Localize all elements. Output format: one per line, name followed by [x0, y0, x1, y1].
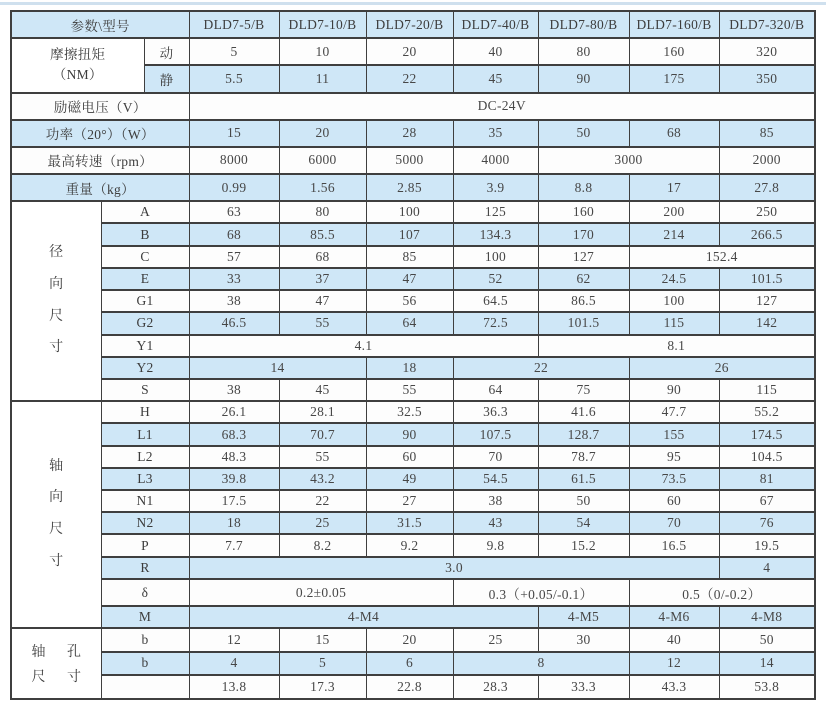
value-cell: 39.8 — [189, 468, 279, 490]
value-cell: 27 — [366, 490, 453, 512]
row-label: R — [101, 557, 189, 579]
table-row — [11, 579, 815, 606]
value-cell: 160 — [629, 38, 719, 65]
value-cell: 8.2 — [279, 534, 366, 556]
value-cell: 20 — [366, 38, 453, 65]
table-row — [11, 147, 815, 174]
value-cell: 4 — [189, 652, 279, 675]
value-cell: 54 — [538, 512, 629, 534]
value-cell: 125 — [453, 201, 538, 223]
value-cell: 1.56 — [279, 174, 366, 201]
value-cell: 19.5 — [719, 534, 815, 556]
shaft-hole-dimensions-label: 轴 孔 尺 寸 — [11, 628, 101, 699]
value-cell: 142 — [719, 312, 815, 334]
value-cell: 48.3 — [189, 446, 279, 468]
value-cell: 4-M5 — [538, 606, 629, 628]
table-row — [11, 93, 815, 120]
model-header: DLD7-20/B — [366, 11, 453, 38]
value-cell: 86.5 — [538, 290, 629, 312]
value-cell: 13.8 — [189, 675, 279, 699]
value-cell: 70.7 — [279, 423, 366, 445]
value-cell: 0.99 — [189, 174, 279, 201]
max-speed-label: 最高转速（rpm） — [11, 147, 189, 174]
value-cell: 5 — [189, 38, 279, 65]
value-cell: 2000 — [719, 147, 815, 174]
model-header: DLD7-80/B — [538, 11, 629, 38]
value-cell: 4 — [719, 557, 815, 579]
value-cell: 38 — [189, 379, 279, 401]
power-label: 功率（20°）（W） — [11, 120, 189, 147]
value-cell: 3.0 — [189, 557, 719, 579]
value-cell: 155 — [629, 423, 719, 445]
model-header: DLD7-40/B — [453, 11, 538, 38]
row-label: C — [101, 246, 189, 268]
table-row — [11, 534, 815, 556]
value-cell: 32.5 — [366, 401, 453, 423]
table-row — [11, 223, 815, 245]
value-cell: 175 — [629, 65, 719, 92]
model-header: DLD7-10/B — [279, 11, 366, 38]
value-cell: 45 — [279, 379, 366, 401]
value-cell: 55 — [279, 446, 366, 468]
value-cell: 68 — [629, 120, 719, 147]
value-cell: 50 — [538, 490, 629, 512]
radial-dimensions-label: 径 向 尺 寸 — [11, 201, 101, 401]
value-cell: 40 — [629, 628, 719, 651]
value-cell: 6000 — [279, 147, 366, 174]
value-cell: 41.6 — [538, 401, 629, 423]
value-cell: 15 — [189, 120, 279, 147]
value-cell: 134.3 — [453, 223, 538, 245]
value-cell: 20 — [279, 120, 366, 147]
table-row — [11, 557, 815, 579]
value-cell: 4000 — [453, 147, 538, 174]
value-cell: 104.5 — [719, 446, 815, 468]
value-cell: 67 — [719, 490, 815, 512]
table-row — [11, 606, 815, 628]
value-cell: 7.7 — [189, 534, 279, 556]
value-cell: 57 — [189, 246, 279, 268]
value-cell: 17 — [629, 174, 719, 201]
row-label: N2 — [101, 512, 189, 534]
value-cell: 5 — [279, 652, 366, 675]
value-cell: 43.2 — [279, 468, 366, 490]
model-header: DLD7-320/B — [719, 11, 815, 38]
value-cell: 16.5 — [629, 534, 719, 556]
table-row — [11, 312, 815, 334]
table-row — [11, 512, 815, 534]
value-cell: 174.5 — [719, 423, 815, 445]
value-cell: 4-M4 — [189, 606, 538, 628]
value-cell: 43.3 — [629, 675, 719, 699]
value-cell: 100 — [366, 201, 453, 223]
value-cell: 55.2 — [719, 401, 815, 423]
value-cell: 56 — [366, 290, 453, 312]
value-cell: 68 — [279, 246, 366, 268]
row-label: N1 — [101, 490, 189, 512]
row-label: L2 — [101, 446, 189, 468]
friction-torque-label: 摩擦扭矩 （NM） — [11, 38, 144, 92]
value-cell: 35 — [453, 120, 538, 147]
value-cell: 10 — [279, 38, 366, 65]
value-cell: 2.85 — [366, 174, 453, 201]
table-row — [11, 268, 815, 290]
value-cell: 200 — [629, 201, 719, 223]
table-row — [11, 379, 815, 401]
table-row — [11, 201, 815, 223]
value-cell: 4-M6 — [629, 606, 719, 628]
value-cell: 128.7 — [538, 423, 629, 445]
value-cell: 61.5 — [538, 468, 629, 490]
value-cell: 85 — [719, 120, 815, 147]
value-cell: 0.2±0.05 — [189, 579, 453, 606]
row-label — [101, 675, 189, 699]
value-cell: 70 — [629, 512, 719, 534]
table-row — [11, 401, 815, 423]
value-cell: 170 — [538, 223, 629, 245]
value-cell: 90 — [629, 379, 719, 401]
spec-table-body — [11, 11, 815, 699]
table-row — [11, 423, 815, 445]
row-label: A — [101, 201, 189, 223]
row-label: H — [101, 401, 189, 423]
value-cell: 50 — [719, 628, 815, 651]
table-row — [11, 468, 815, 490]
value-cell: 70 — [453, 446, 538, 468]
excitation-voltage-label: 励磁电压（V） — [11, 93, 189, 120]
row-label: M — [101, 606, 189, 628]
value-cell: 45 — [453, 65, 538, 92]
value-cell: 14 — [719, 652, 815, 675]
table-row — [11, 675, 815, 699]
table-row — [11, 357, 815, 379]
table-row — [11, 38, 815, 65]
table-row — [11, 11, 815, 38]
value-cell: 6 — [366, 652, 453, 675]
row-label: P — [101, 534, 189, 556]
top-divider-line — [0, 2, 826, 5]
value-cell: 9.8 — [453, 534, 538, 556]
value-cell: 127 — [538, 246, 629, 268]
value-cell: 63 — [189, 201, 279, 223]
value-cell: 26.1 — [189, 401, 279, 423]
value-cell: 95 — [629, 446, 719, 468]
value-cell: 76 — [719, 512, 815, 534]
value-cell: 152.4 — [629, 246, 815, 268]
value-cell: 36.3 — [453, 401, 538, 423]
table-row — [11, 335, 815, 357]
row-label: Y2 — [101, 357, 189, 379]
value-cell: 20 — [366, 628, 453, 651]
value-cell: 115 — [629, 312, 719, 334]
value-cell: 47 — [279, 290, 366, 312]
value-cell: 100 — [453, 246, 538, 268]
row-label: G1 — [101, 290, 189, 312]
value-cell: 160 — [538, 201, 629, 223]
value-cell: 101.5 — [719, 268, 815, 290]
row-label: L3 — [101, 468, 189, 490]
value-cell: 43 — [453, 512, 538, 534]
value-cell: 75 — [538, 379, 629, 401]
row-label: S — [101, 379, 189, 401]
value-cell: 73.5 — [629, 468, 719, 490]
dynamic-label: 动 — [144, 38, 189, 65]
static-label: 静 — [144, 65, 189, 92]
model-header: DLD7-160/B — [629, 11, 719, 38]
value-cell: 52 — [453, 268, 538, 290]
row-label: δ — [101, 579, 189, 606]
value-cell: 320 — [719, 38, 815, 65]
value-cell: 9.2 — [366, 534, 453, 556]
value-cell: 31.5 — [366, 512, 453, 534]
row-label: b — [101, 628, 189, 651]
value-cell: 3000 — [538, 147, 719, 174]
value-cell: 17.3 — [279, 675, 366, 699]
value-cell: 14 — [189, 357, 366, 379]
value-cell: 47 — [366, 268, 453, 290]
value-cell: 3.9 — [453, 174, 538, 201]
value-cell: 90 — [366, 423, 453, 445]
value-cell: 18 — [189, 512, 279, 534]
value-cell: 60 — [366, 446, 453, 468]
spec-table — [10, 10, 816, 700]
value-cell: 107.5 — [453, 423, 538, 445]
value-cell: 72.5 — [453, 312, 538, 334]
value-cell: 64 — [366, 312, 453, 334]
value-cell: 27.8 — [719, 174, 815, 201]
value-cell: 85 — [366, 246, 453, 268]
value-cell: 38 — [453, 490, 538, 512]
value-cell: 101.5 — [538, 312, 629, 334]
value-cell: 55 — [366, 379, 453, 401]
value-cell: 8 — [453, 652, 629, 675]
param-model-header: 参数\型号 — [11, 11, 189, 38]
value-cell: 49 — [366, 468, 453, 490]
value-cell: 37 — [279, 268, 366, 290]
value-cell: 47.7 — [629, 401, 719, 423]
value-cell: 0.5（0/-0.2） — [629, 579, 815, 606]
value-cell: 38 — [189, 290, 279, 312]
value-cell: 107 — [366, 223, 453, 245]
value-cell: 8000 — [189, 147, 279, 174]
value-cell: 40 — [453, 38, 538, 65]
axial-dimensions-label: 轴 向 尺 寸 — [11, 401, 101, 628]
value-cell: 90 — [538, 65, 629, 92]
value-cell: 22.8 — [366, 675, 453, 699]
value-cell: 24.5 — [629, 268, 719, 290]
value-cell: 214 — [629, 223, 719, 245]
table-row — [11, 446, 815, 468]
table-row — [11, 490, 815, 512]
value-cell: 22 — [453, 357, 629, 379]
value-cell: 4-M8 — [719, 606, 815, 628]
value-cell: 53.8 — [719, 675, 815, 699]
value-cell: 28 — [366, 120, 453, 147]
row-label: G2 — [101, 312, 189, 334]
value-cell: 54.5 — [453, 468, 538, 490]
value-cell: 68.3 — [189, 423, 279, 445]
value-cell: 80 — [538, 38, 629, 65]
table-row — [11, 652, 815, 675]
value-cell: 266.5 — [719, 223, 815, 245]
value-cell: 25 — [453, 628, 538, 651]
value-cell: 30 — [538, 628, 629, 651]
value-cell: 0.3（+0.05/-0.1） — [453, 579, 629, 606]
value-cell: 50 — [538, 120, 629, 147]
row-label: Y1 — [101, 335, 189, 357]
row-label: B — [101, 223, 189, 245]
value-cell: 12 — [629, 652, 719, 675]
value-cell: 15 — [279, 628, 366, 651]
value-cell: 15.2 — [538, 534, 629, 556]
value-cell: 46.5 — [189, 312, 279, 334]
value-cell: 33.3 — [538, 675, 629, 699]
value-cell: 22 — [366, 65, 453, 92]
weight-label: 重量（kg） — [11, 174, 189, 201]
value-cell: 127 — [719, 290, 815, 312]
value-cell: 17.5 — [189, 490, 279, 512]
model-header: DLD7-5/B — [189, 11, 279, 38]
value-cell: 62 — [538, 268, 629, 290]
row-label: E — [101, 268, 189, 290]
row-label: b — [101, 652, 189, 675]
value-cell: 5.5 — [189, 65, 279, 92]
table-row — [11, 174, 815, 201]
value-cell: 11 — [279, 65, 366, 92]
table-row — [11, 290, 815, 312]
value-cell: 5000 — [366, 147, 453, 174]
value-cell: 250 — [719, 201, 815, 223]
value-cell: 60 — [629, 490, 719, 512]
table-row — [11, 628, 815, 651]
value-cell: 8.8 — [538, 174, 629, 201]
value-cell: 33 — [189, 268, 279, 290]
value-cell: 64 — [453, 379, 538, 401]
value-cell: 18 — [366, 357, 453, 379]
value-cell: 78.7 — [538, 446, 629, 468]
value-cell: 28.1 — [279, 401, 366, 423]
value-cell: 100 — [629, 290, 719, 312]
value-cell: 25 — [279, 512, 366, 534]
row-label: L1 — [101, 423, 189, 445]
value-cell: 80 — [279, 201, 366, 223]
value-cell: 64.5 — [453, 290, 538, 312]
value-cell: 115 — [719, 379, 815, 401]
value-cell: 22 — [279, 490, 366, 512]
value-cell: 8.1 — [538, 335, 815, 357]
value-cell: 68 — [189, 223, 279, 245]
value-cell: DC-24V — [189, 93, 815, 120]
value-cell: 350 — [719, 65, 815, 92]
value-cell: 26 — [629, 357, 815, 379]
value-cell: 4.1 — [189, 335, 538, 357]
table-row — [11, 246, 815, 268]
value-cell: 55 — [279, 312, 366, 334]
value-cell: 12 — [189, 628, 279, 651]
value-cell: 81 — [719, 468, 815, 490]
value-cell: 85.5 — [279, 223, 366, 245]
table-row — [11, 120, 815, 147]
value-cell: 28.3 — [453, 675, 538, 699]
